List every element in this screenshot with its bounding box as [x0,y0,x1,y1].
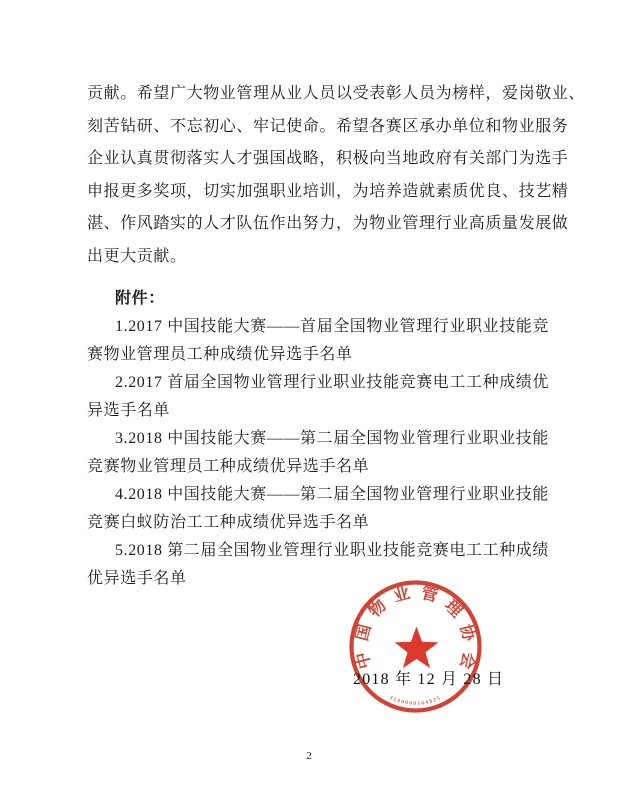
seal-org-char: 会 [456,650,479,671]
attachment-list [87,313,550,593]
red-star-icon [395,627,439,669]
body-paragraph [87,78,586,273]
attachment-item-3-line-2: 竞赛物业管理员工种成绩优异选手名单 [87,458,370,475]
attachment-heading: 附件： [115,290,165,307]
stamp-date: 2018 年 12 月 28 日 [353,671,505,688]
document-body [87,78,586,593]
official-seal [347,578,484,715]
attachment-item-2-line-1: 2.2017 首届全国物业管理行业职业技能竞赛电工工种成绩优 [115,374,550,391]
seal-org-char: 管 [419,583,440,606]
seal-org-char: 中 [352,650,375,671]
body-text-line: 申报更多奖项，切实加强职业培训，为培养造就素质优良、技艺精 [87,182,569,200]
body-text-line: 刻苦钻研、不忘初心、牢记使命。希望各赛区承办单位和物业服务 [87,117,569,135]
attachment-item-4-line-2: 竞赛白蚁防治工工种成绩优异选手名单 [87,514,370,531]
attachment-item-5-line-1: 5.2018 第二届全国物业管理行业职业技能竞赛电工工种成绩 [115,542,550,559]
body-text-line: 企业认真贯彻落实人才强国战略，积极向当地政府有关部门为选手 [87,150,569,167]
seal-org-char: 国 [352,622,375,643]
attachment-item-5-line-2: 优异选手名单 [87,570,187,587]
seal-org-char: 物 [364,595,390,621]
seal-org-char: 业 [391,583,412,606]
seal-serial-number: 1100000164925 [388,695,443,707]
body-text-line: 出更大贡献。 [87,247,187,265]
attachment-item-2-line-2: 异选手名单 [87,402,171,419]
seal-org-char: 协 [456,622,479,643]
body-text-line: 贡献。希望广大物业管理从业人员以受表彰人员为榜样，爱岗敬业、 [87,85,586,102]
attachment-item-4-line-1: 4.2018 中国技能大赛——第二届全国物业管理行业职业技能 [115,486,550,503]
body-text-line: 湛、作风踏实的人才队伍作出努力，为物业管理行业高质量发展做 [87,215,569,232]
attachment-item-1-line-1: 1.2017 中国技能大赛——首届全国物业管理行业职业技能竞 [115,318,550,335]
seal-org-char: 理 [441,595,467,621]
page-number: 2 [306,750,312,762]
attachment-item-3-line-1: 3.2018 中国技能大赛——第二届全国物业管理行业职业技能 [115,430,550,447]
attachment-item-1-line-2: 赛物业管理员工种成绩优异选手名单 [87,346,353,363]
